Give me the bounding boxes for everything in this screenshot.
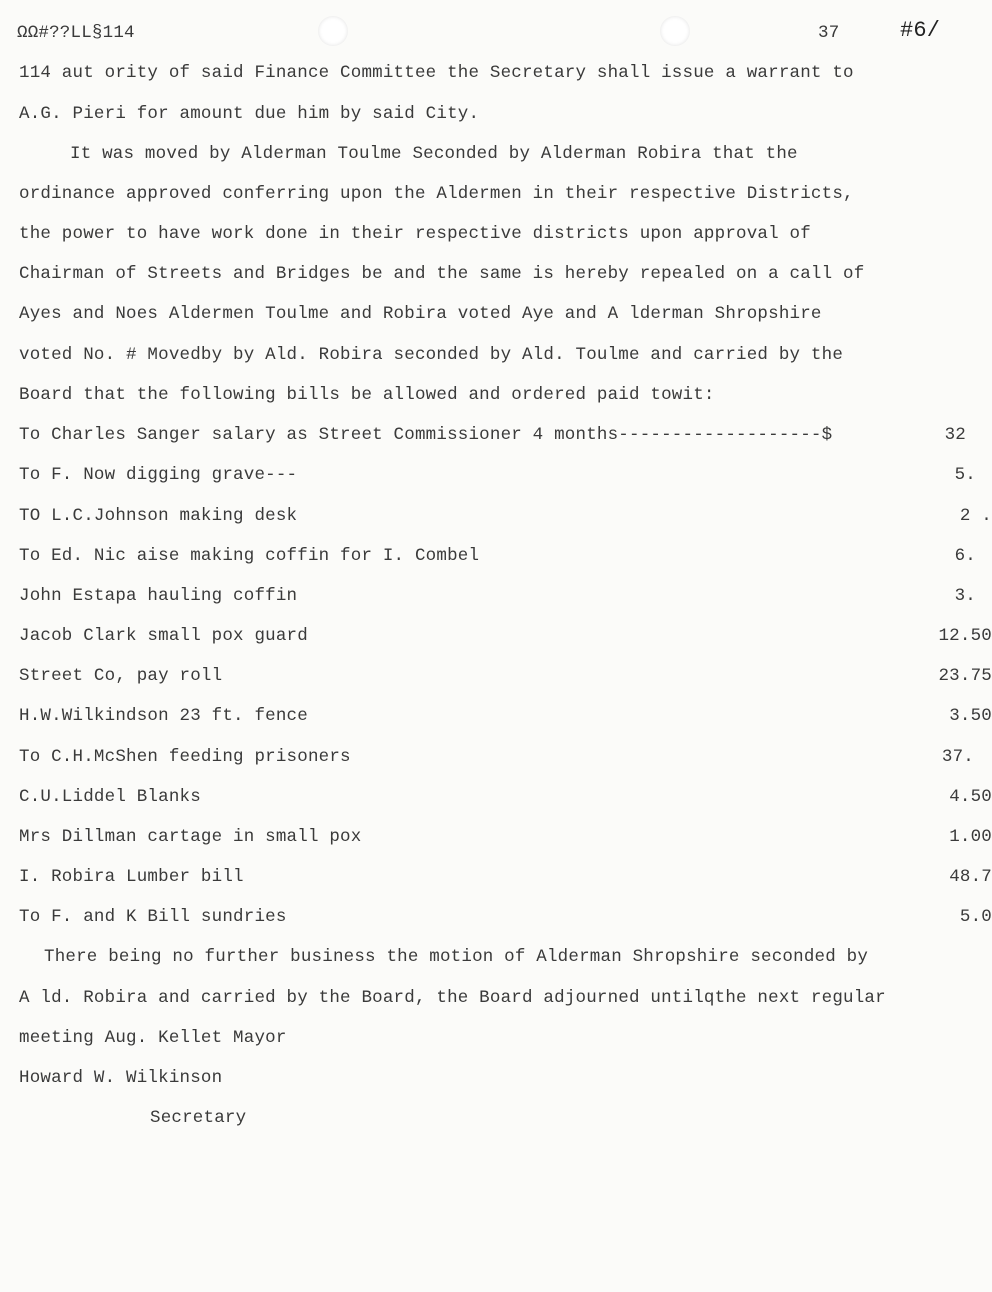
bill-amount: 32 — [944, 425, 966, 445]
body-line: Ayes and Noes Aldermen Toulme and Robira voted Aye and A lderman Shropshire — [19, 304, 822, 324]
bill-amount: 48.7 — [949, 867, 992, 887]
bill-description: To Charles Sanger salary as Street Commissioner 4 months-------------------$ — [19, 425, 833, 445]
secretary-title: Secretary — [150, 1108, 247, 1128]
bill-description: H.W.Wilkindson 23 ft. fence — [19, 706, 308, 726]
bill-amount: 12.50 — [938, 626, 992, 646]
mayor-signature-line: meeting Aug. Kellet Mayor — [19, 1028, 287, 1048]
bill-description: Street Co, pay roll — [19, 666, 223, 686]
body-line: 114 aut ority of said Finance Committee the Secretary shall issue a warrant to — [19, 63, 854, 83]
handwritten-mark: #6/ — [900, 18, 941, 43]
bill-description: To Ed. Nic aise making coffin for I. Combel — [19, 546, 480, 566]
body-line: It was moved by Alderman Toulme Seconded by Alderman Robira that the — [70, 144, 798, 164]
bill-amount: 2 . — [959, 506, 992, 526]
bill-amount: 4.50 — [949, 787, 992, 807]
bill-amount: 23.75 — [938, 666, 992, 686]
document-reference: ΩΩ#??LL§114 — [17, 23, 135, 43]
bill-description: John Estapa hauling coffin — [19, 586, 298, 606]
bill-description: Mrs Dillman cartage in small pox — [19, 827, 362, 847]
bill-amount: 37. — [941, 747, 974, 767]
bill-description: TO L.C.Johnson making desk — [19, 506, 298, 526]
bill-amount: 5. — [954, 465, 976, 485]
page-number: 37 — [818, 23, 840, 43]
bill-amount: 3.50 — [949, 706, 992, 726]
bill-description: To C.H.McShen feeding prisoners — [19, 747, 351, 767]
body-line: Board that the following bills be allowed and ordered paid towit: — [19, 385, 715, 405]
bill-description: I. Robira Lumber bill — [19, 867, 244, 887]
bill-description: Jacob Clark small pox guard — [19, 626, 308, 646]
bill-amount: 6. — [954, 546, 976, 566]
bill-description: C.U.Liddel Blanks — [19, 787, 201, 807]
bill-amount: 1.00 — [949, 827, 992, 847]
secretary-name: Howard W. Wilkinson — [19, 1068, 223, 1088]
body-line: Chairman of Streets and Bridges be and the same is hereby repealed on a call of — [19, 264, 865, 284]
bill-amount: 5.0 — [959, 907, 992, 927]
body-line: ordinance approved conferring upon the Aldermen in their respective Districts, — [19, 184, 854, 204]
closing-line: A ld. Robira and carried by the Board, the Board adjourned untilqthe next regular — [19, 988, 886, 1008]
closing-line: There being no further business the motion of Alderman Shropshire seconded by — [44, 947, 869, 967]
bill-description: To F. and K Bill sundries — [19, 907, 287, 927]
body-line: the power to have work done in their respective districts upon approval of — [19, 224, 811, 244]
bill-description: To F. Now digging grave--- — [19, 465, 298, 485]
bill-amount: 3. — [954, 586, 976, 606]
body-line: voted No. # Movedby by Ald. Robira seconded by Ald. Toulme and carried by the — [19, 345, 844, 365]
punch-hole — [660, 16, 690, 46]
body-line: A.G. Pieri for amount due him by said City. — [19, 104, 480, 124]
punch-hole — [318, 16, 348, 46]
